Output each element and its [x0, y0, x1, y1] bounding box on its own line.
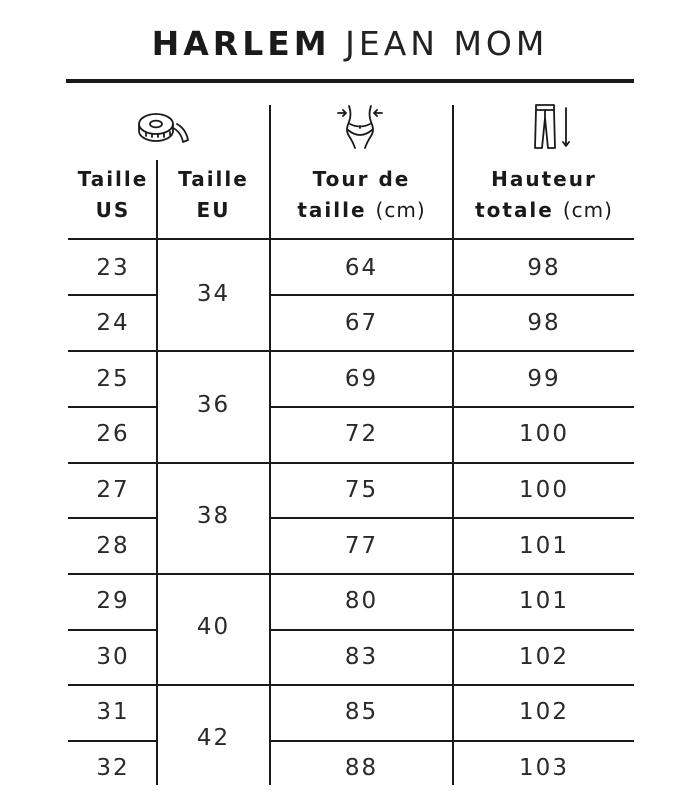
- cell-us: 27: [96, 477, 130, 503]
- header-divider: [68, 238, 634, 240]
- header-height-unit: (cm): [562, 198, 613, 222]
- cell-eu: 38: [196, 503, 231, 529]
- header-height-line1: Hauteur: [491, 167, 597, 191]
- header-eu: [158, 164, 269, 226]
- row-divider-half: [271, 406, 634, 408]
- row-divider-half: [68, 740, 156, 742]
- cell-us: 23: [96, 255, 130, 281]
- cell-eu: 42: [196, 725, 231, 751]
- title-rule: [66, 79, 634, 83]
- cell-waist: 88: [344, 755, 379, 781]
- cell-waist: 83: [344, 644, 379, 670]
- cell-us: 32: [96, 755, 130, 781]
- row-divider-half: [271, 294, 634, 296]
- header-eu-line2: EU: [196, 198, 231, 222]
- cell-us: 28: [96, 533, 130, 559]
- cell-eu: 36: [196, 392, 231, 418]
- cell-us: 24: [96, 310, 130, 336]
- row-divider-group: [68, 573, 634, 575]
- cell-height: 99: [527, 366, 561, 392]
- cell-us: 29: [96, 588, 130, 614]
- header-waist: [271, 164, 452, 226]
- cell-waist: 77: [344, 533, 379, 559]
- separator-us-eu: [156, 160, 158, 785]
- cell-eu: 34: [196, 281, 231, 307]
- waist-icon: [335, 102, 385, 154]
- row-divider-half: [271, 740, 634, 742]
- cell-eu: 40: [196, 614, 231, 640]
- cell-waist: 69: [344, 366, 379, 392]
- row-divider-half: [68, 406, 156, 408]
- page-title: [0, 22, 700, 66]
- cell-us: 25: [96, 366, 130, 392]
- row-divider-group: [68, 684, 634, 686]
- cell-height: 98: [527, 255, 561, 281]
- header-us-line1: Taille: [77, 167, 149, 191]
- row-divider-group: [68, 350, 634, 352]
- cell-height: 101: [519, 588, 569, 614]
- cell-waist: 80: [344, 588, 379, 614]
- cell-waist: 67: [344, 310, 379, 336]
- cell-us: 31: [96, 699, 130, 725]
- header-height-line2: totale: [475, 198, 554, 222]
- cell-height: 100: [519, 421, 569, 447]
- title-brand: HARLEM: [151, 24, 331, 63]
- measuring-tape-icon: [132, 104, 192, 154]
- header-us: [70, 164, 156, 226]
- cell-waist: 85: [344, 699, 379, 725]
- cell-waist: 72: [344, 421, 379, 447]
- cell-height: 100: [519, 477, 569, 503]
- cell-waist: 64: [344, 255, 379, 281]
- header-waist-line2: taille: [297, 198, 367, 222]
- header-height: [454, 164, 634, 226]
- cell-height: 103: [519, 755, 569, 781]
- row-divider-half: [68, 294, 156, 296]
- header-waist-line1: Tour de: [312, 167, 411, 191]
- row-divider-half: [68, 517, 156, 519]
- title-model: JEAN MOM: [345, 24, 549, 63]
- cell-waist: 75: [344, 477, 379, 503]
- header-eu-line1: Taille: [178, 167, 249, 191]
- row-divider-half: [271, 517, 634, 519]
- cell-height: 102: [519, 644, 569, 670]
- cell-us: 30: [96, 644, 130, 670]
- cell-height: 101: [519, 533, 569, 559]
- cell-us: 26: [96, 421, 130, 447]
- cell-height: 98: [527, 310, 561, 336]
- row-divider-half: [271, 629, 634, 631]
- header-waist-unit: (cm): [375, 198, 426, 222]
- row-divider-half: [68, 629, 156, 631]
- header-us-line2: US: [95, 198, 131, 222]
- trousers-height-icon: [530, 102, 574, 156]
- cell-height: 102: [519, 699, 569, 725]
- row-divider-group: [68, 462, 634, 464]
